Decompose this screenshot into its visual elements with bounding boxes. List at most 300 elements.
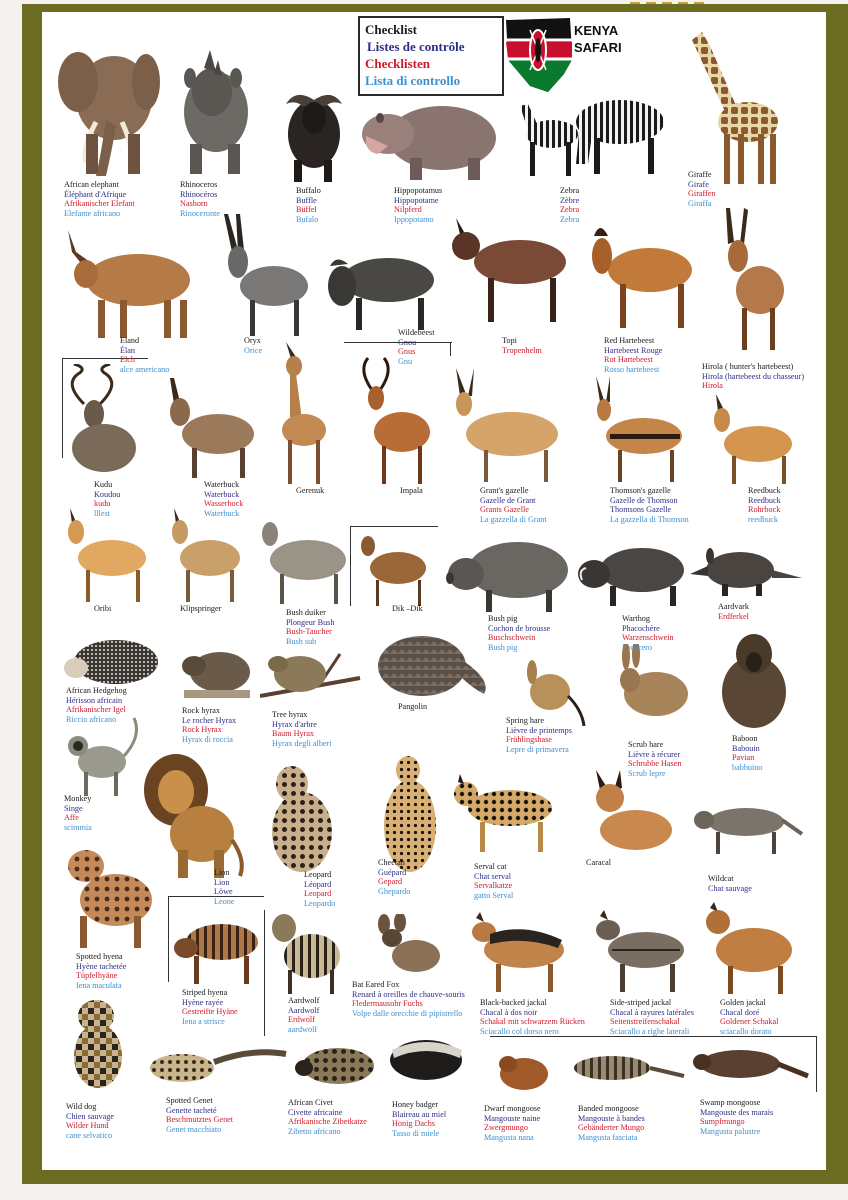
grants-gazelle-illustration [446,366,564,484]
species-name-en: Tree hyrax [272,710,308,719]
species-name-it: Mangusta palustre [700,1126,761,1136]
serval-cat-illustration [450,774,558,854]
species-name-fr: Renard à oreilles de chauve-souris [352,989,465,999]
species-label [182,706,236,744]
species-label [214,868,234,906]
black-backed-jackal-illustration [468,912,572,994]
species-label [732,734,762,772]
species-name-de: Leopard [304,889,332,899]
species-name-fr: Mangouste à bandes [578,1113,645,1123]
species-name-it: Leone [214,896,235,906]
warthog-illustration [576,540,688,608]
species-name-de: Rohrbock [748,505,781,515]
species-name-en: Striped hyena [182,988,228,997]
species-name-en: Hippopotamus [394,186,443,195]
species-name-de: Buschschwein [488,633,536,643]
spotted-hyena-illustration [62,844,156,950]
divider-rule [264,910,265,1036]
species-name-fr: Guépard [378,867,407,877]
species-name-en: Buffalo [296,186,321,195]
species-name-de: Zwergmungo [484,1123,528,1133]
species-name-en: Gerenuk [296,486,325,495]
species-name-fr: Plongeur Bush [286,617,335,627]
species-name-fr: Singe [64,803,83,813]
eland-illustration [64,222,198,342]
species-name-de: Fledermausohr Fuchs [352,999,423,1009]
species-label [392,604,423,614]
species-name-it: Ghepardo [378,886,411,896]
species-label [474,862,513,900]
species-label [502,336,542,355]
species-label [708,874,752,893]
species-name-en: Leopard [304,870,332,879]
baboon-illustration [716,632,792,732]
species-name-fr: Genette tacheté [166,1105,217,1115]
species-name-de: Schakal mit schwarzem Rücken [480,1017,585,1027]
species-name-de: Warzenschwein [622,633,674,643]
gerenuk-illustration [272,340,332,486]
species-name-de: Bush-Taucher [286,627,332,637]
species-name-it: Bush sub [286,636,317,646]
species-name-de: Wasserbock [204,499,244,509]
zebra-illustration [516,82,674,180]
species-label [94,480,120,518]
species-name-it: Elefante africano [64,208,121,218]
species-name-en: African Civet [288,1098,333,1107]
species-name-en: Rhinoceros [180,180,218,189]
species-label [166,1096,233,1134]
title-line-italian: Lista di controllo [365,73,461,88]
species-name-it: Zebra [560,214,580,224]
species-name-it: scimmia [64,822,92,832]
species-name-en: Bat Eared Fox [352,980,400,989]
species-name-de: Erdferkel [718,611,749,621]
species-name-en: Rock hyrax [182,706,220,715]
caracal-illustration [586,770,676,854]
species-name-it: Rinoceronte [180,208,221,218]
species-name-de: Beschmutztes Genet [166,1115,234,1125]
species-name-en: Aardvark [718,602,749,611]
species-label [506,716,572,754]
impala-illustration [354,356,434,486]
rhinoceros-illustration [174,48,256,176]
species-name-en: Caracal [586,858,611,867]
banded-mongoose-illustration [566,1048,686,1092]
species-name-it: Sciacallo col dorso nero [480,1026,559,1036]
species-label [578,1104,645,1142]
golden-jackal-illustration [700,902,800,996]
species-label [560,186,579,224]
species-label [398,702,427,712]
species-label [720,998,778,1036]
species-name-fr: Hartebeest Rouge [604,345,663,355]
species-name-de: Nilpferd [394,205,422,215]
species-name-de: Erdwolf [288,1015,315,1025]
topi-illustration [446,216,572,326]
species-name-de: Baum Hyrax [272,729,315,739]
species-name-de: Hirola [702,381,723,391]
species-name-en: Serval cat [474,862,507,871]
species-name-fr: Mangouste des marais [700,1107,774,1117]
title-line-german: Checklisten [365,56,430,71]
species-name-en: Lion [214,868,230,877]
divider-rule [450,342,451,356]
species-name-de: Honig Dachs [392,1119,435,1129]
species-label [66,1102,114,1140]
divider-rule [350,526,438,527]
title-line-french: Listes de contrôle [367,39,465,54]
species-name-de: Rock Hyrax [182,725,222,735]
species-name-it: Waterbuck [204,508,240,518]
species-name-it: babbuino [732,762,763,772]
bush-duiker-illustration [256,514,350,606]
species-name-it: cane selvatico [66,1130,113,1140]
monkey-illustration [62,716,144,798]
species-name-en: Reedbuck [748,486,781,495]
african-civet-illustration [294,1038,380,1096]
species-name-it: Iena a strisce [182,1016,225,1026]
species-name-it: reedbuck [748,514,779,524]
species-name-de: Tüpfelhyäne [76,971,118,981]
species-name-fr: Chat serval [474,871,512,881]
species-label [702,362,804,391]
species-label [288,1098,367,1136]
checklist-title-box [358,16,504,96]
species-name-fr: Aardwolf [288,1005,320,1015]
species-name-en: Oryx [244,336,261,345]
badge-line-kenya: KENYA [574,23,619,38]
species-name-it: La gazzella di Grant [480,514,547,524]
species-name-de: Wilder Hund [66,1121,109,1131]
species-name-de: Schrubbe Hasen [628,759,682,769]
species-name-it: Rosso hartebeest [604,364,660,374]
species-label [586,858,611,868]
species-label [400,486,423,496]
african-hedgehog-illustration [62,632,160,686]
species-name-de: Grants Gazelle [480,505,529,515]
species-name-fr: Hippopotame [394,195,439,205]
species-name-en: Kudu [94,480,113,489]
oribi-illustration [62,508,152,604]
species-label [182,988,238,1026]
spotted-genet-illustration [142,1034,288,1094]
species-name-en: Dwarf mongoose [484,1104,541,1113]
species-name-de: Frühlingshase [506,735,552,745]
species-name-de: Afrikanischer Elefant [64,199,135,209]
species-name-de: Affe [64,813,79,823]
title-line-english: Checklist [365,22,417,37]
species-name-it: lllest [94,508,110,518]
species-name-fr: Le rocher Hyrax [182,715,237,725]
species-name-fr: Thomsons Gazelle [610,505,672,515]
species-label [378,858,410,896]
species-name-fr: Élan [120,345,136,355]
species-name-en: Aardwolf [288,996,320,1005]
species-name-en: Banded mongoose [578,1104,639,1113]
species-name-fr: Hyène rayée [182,997,224,1007]
species-name-it: sciacallo dorato [720,1026,772,1036]
oryx-illustration [216,212,312,342]
species-label [484,1104,541,1142]
species-name-en: Warthog [622,614,650,623]
species-name-fr: Lièvre de printemps [506,725,572,735]
species-name-it: Sciacallo a righe laterali [610,1026,690,1036]
species-name-fr: Girafe [688,179,709,189]
species-label [296,486,324,496]
species-name-it: gatto Serval [474,890,514,900]
species-name-it: Scrub lepre [628,768,666,778]
species-name-fr: Mangouste naine [484,1113,541,1123]
species-name-fr: Chacal doré [720,1007,760,1017]
species-name-en: African elephant [64,180,119,189]
aardwolf-illustration [268,908,344,996]
species-label [94,604,111,614]
species-name-it: Zibetto africano [288,1126,341,1136]
species-name-de: Servalkatze [474,881,513,891]
species-name-en: Cheetah [378,858,405,867]
species-name-en: Zebra [560,186,580,195]
species-name-it: Leopardo [304,898,336,908]
species-name-en: Spotted Genet [166,1096,213,1105]
species-name-de: Gepard [378,877,403,887]
aardvark-illustration [690,544,804,598]
species-label [628,740,681,778]
species-name-en: Spotted hyena [76,952,123,961]
species-name-fr: Hirola (hartebeest du chasseur) [702,371,805,381]
species-name-fr: Zèbre [560,195,580,205]
pangolin-illustration [374,630,494,702]
species-name-it: Hyrax di roccia [182,734,233,744]
species-name-en: Bush pig [488,614,518,623]
swamp-mongoose-illustration [692,1040,810,1090]
species-name-de: Rot Hartebeest [604,355,653,365]
species-name-en: Grant's gazelle [480,486,529,495]
species-name-en: Dik –Dik [392,604,423,613]
species-label [352,980,465,1018]
species-name-fr: Reedbuck [748,495,781,505]
species-name-de: Büffel [296,205,317,215]
species-name-fr: Koudou [94,489,121,499]
species-label [480,998,585,1036]
species-name-en: Wildebeest [398,328,435,337]
species-name-it: Riccio africano [66,714,117,724]
species-name-fr: Lion [214,877,230,887]
species-name-it: alce americano [120,364,170,374]
species-name-de: Gebänderter Mungo [578,1123,645,1133]
species-name-en: Spring hare [506,716,544,725]
species-label [286,608,334,646]
species-name-it: Facocero [622,642,653,652]
species-name-it: Orice [244,345,263,355]
species-label [688,170,716,208]
hirola-illustration [718,204,788,352]
species-label [610,998,694,1036]
species-name-en: Swamp mongoose [700,1098,761,1107]
species-name-de: Elch [120,355,136,365]
kudu-illustration [64,364,144,476]
species-name-it: Gnu [398,356,413,366]
thomsons-gazelle-illustration [590,374,686,484]
species-name-de: Gestreifte Hyäne [182,1007,238,1017]
species-name-it: Mangusta fasciata [578,1132,638,1142]
species-name-en: Wild dog [66,1102,97,1111]
species-name-en: Bush duiker [286,608,326,617]
bush-pig-illustration [446,534,572,614]
species-name-en: African Hedgehog [66,686,127,695]
species-name-it: Hyrax degli alberi [272,738,332,748]
species-name-it: La gazzella di Thomson [610,514,689,524]
species-name-fr: Hyène tachetée [76,961,127,971]
reedbuck-illustration [706,392,798,486]
side-striped-jackal-illustration [592,910,692,994]
species-name-en: Baboon [732,734,758,743]
wildebeest-illustration [322,240,438,332]
species-name-de: kudu [94,499,111,509]
species-name-fr: Lièvre à récurer [628,749,681,759]
species-name-en: Topi [502,336,517,345]
species-name-it: Iena maculata [76,980,122,990]
species-label [394,186,442,224]
species-name-fr: Löwe [214,887,233,897]
species-name-en: Hirola ( hunter's hartebeest) [702,362,794,371]
species-name-fr: Buffle [296,195,317,205]
scrub-hare-illustration [612,644,696,722]
species-name-it: Tasso di miele [392,1128,440,1138]
species-name-fr: Civette africaine [288,1107,343,1117]
honey-badger-illustration [384,1028,468,1088]
species-label [304,870,335,908]
species-name-fr: Waterbuck [204,489,240,499]
species-name-de: Zebra [560,205,580,215]
species-name-de: Giraffen [688,189,716,199]
species-label [244,336,262,355]
species-name-de: Seitenstreifenschakal [610,1017,680,1027]
species-name-fr: Cochon de brousse [488,623,551,633]
buffalo-illustration [282,82,346,184]
striped-hyena-illustration [172,914,262,986]
species-name-de: Nashorn [180,199,208,209]
species-name-en: Klipspringer [180,604,222,613]
wild-dog-illustration [64,996,130,1100]
rock-hyrax-illustration [180,642,252,700]
species-name-de: Pavian [732,753,755,763]
species-name-de: Afrikanischer Igel [66,705,126,715]
species-name-fr: Chacal à rayures latérales [610,1007,694,1017]
species-name-de: Tropenhelm [502,345,542,355]
species-name-en: Wildcat [708,874,734,883]
species-name-fr: Gazelle de Grant [480,495,536,505]
species-name-en: Impala [400,486,423,495]
species-name-en: Black-backed jackal [480,998,547,1007]
species-label [480,486,547,524]
species-label [604,336,662,374]
species-name-en: Thomson's gazelle [610,486,671,495]
species-name-en: Red Hartebeest [604,336,655,345]
bat-eared-fox-illustration [374,914,442,980]
species-label [622,614,674,652]
species-name-fr: Gazelle de Thomson [610,495,678,505]
species-name-it: Mangusta nana [484,1132,534,1142]
species-name-it: Genet macchiato [166,1124,222,1134]
species-name-it: Lepre di primavera [506,744,569,754]
species-name-fr: Gnou [398,337,417,347]
species-name-it: Bufalo [296,214,319,224]
species-label [296,186,321,224]
divider-rule [62,358,63,458]
kenya-safari-badge [574,22,622,56]
species-label [76,952,126,990]
species-label [64,180,135,218]
waterbuck-illustration [162,376,258,480]
species-label [272,710,332,748]
species-name-en: Golden jackal [720,998,766,1007]
dwarf-mongoose-illustration [494,1046,556,1098]
species-name-de: Afrikanische Zibetkatze [288,1117,367,1127]
species-name-fr: Hérisson africain [66,695,123,705]
giraffe-illustration [680,26,792,186]
divider-rule [350,526,351,606]
species-label [700,1098,773,1136]
badge-line-safari: SAFARI [574,40,622,55]
species-name-en: Side-striped jackal [610,998,672,1007]
species-name-it: Giraffa [688,198,712,208]
species-name-en: Honey badger [392,1100,439,1109]
klipspringer-illustration [164,508,244,604]
species-label [64,794,92,832]
species-name-fr: Rhinocéros [180,189,218,199]
divider-rule [168,896,169,982]
species-name-en: Pangolin [398,702,428,711]
species-name-fr: Léopard [304,879,332,889]
species-name-it: Volpe dalle orecchie di pipistrello [352,1008,463,1018]
elephant-illustration [56,30,162,180]
species-name-fr: Éléphant d'Afrique [64,189,127,199]
hippopotamus-illustration [358,98,498,182]
species-label [180,180,220,218]
species-name-fr: Blaireau au miel [392,1109,447,1119]
species-name-fr: Chacal à dos noir [480,1007,538,1017]
wildcat-illustration [692,798,804,856]
divider-rule [816,1036,817,1092]
species-name-fr: Chat sauvage [708,883,752,893]
species-name-en: Giraffe [688,170,712,179]
species-label [718,602,749,621]
species-label [120,336,169,374]
species-label [392,1100,446,1138]
species-name-de: Goldener Schakal [720,1017,779,1027]
red-hartebeest-illustration [586,220,698,332]
species-name-en: Waterbuck [204,480,240,489]
species-name-en: Scrub hare [628,740,664,749]
species-name-it: aardwolf [288,1024,318,1034]
species-label [398,328,435,366]
species-label [66,686,127,724]
dik-dik-illustration [356,530,432,608]
species-name-fr: Hyrax d'arbre [272,719,317,729]
species-name-it: Ippopotamo [394,214,434,224]
species-name-fr: Phacochère [622,623,660,633]
species-label [610,486,689,524]
species-name-en: Eland [120,336,140,345]
leopard-illustration [262,762,338,876]
species-label [748,486,781,524]
species-name-en: Monkey [64,794,92,803]
species-name-de: Gnus [398,347,416,357]
species-name-fr: Babouin [732,743,760,753]
species-label [204,480,243,518]
species-label [180,604,221,614]
species-label [288,996,319,1034]
